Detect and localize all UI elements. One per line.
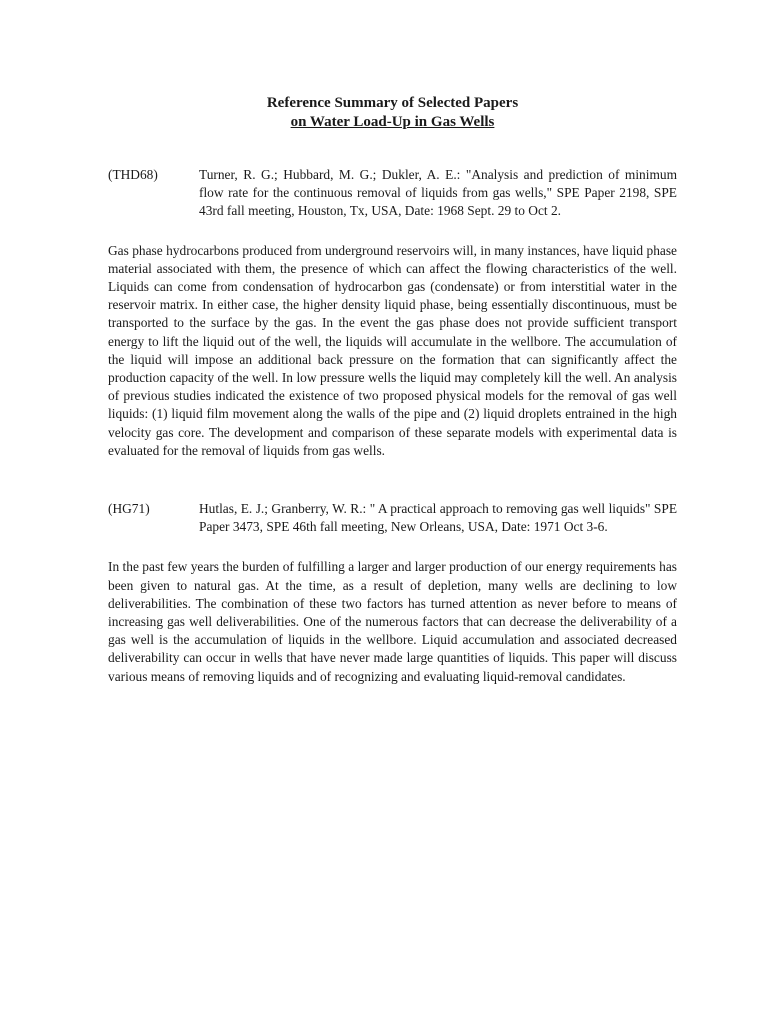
reference-citation: Hutlas, E. J.; Granberry, W. R.: " A practical approach to removing gas well liquids" SPE Paper 3473, SPE 46th fall meeting, New Orleans, USA, Date: 1971 Oct 3-6. <box>199 501 677 535</box>
title-line-2: on Water Load-Up in Gas Wells <box>290 114 495 130</box>
reference-entry <box>108 500 677 536</box>
reference-key: (HG71) <box>108 501 150 517</box>
reference-entry <box>108 166 677 221</box>
reference-abstract: In the past few years the burden of fulfilling a larger and larger production of our energy requirements has been given to natural gas. At the time, as a result of depletion, many wells are declining to low deliverabilities. The combination of these two factors has turned attention as never before to means of increasing gas well deliverabilities. One of the numerous factors that can decrease the deliverability of a gas well is the accumulation of liquids in the wellbore. Liquid accumulation and associated decreased deliverability can occur in wells that have never made large quantities of liquids. This paper will discuss various means of removing liquids and of recognizing and evaluating liquid-removal candidates. <box>108 559 677 684</box>
reference-citation: Turner, R. G.; Hubbard, M. G.; Dukler, A. E.: "Analysis and prediction of minimum flow rate for the continuous removal of liquids from gas wells," SPE Paper 2198, SPE 43rd fall meeting, Houston, Tx, USA, Date: 1968 Sept. 29 to Oct 2. <box>199 167 677 219</box>
document-page <box>108 94 677 686</box>
reference-abstract: Gas phase hydrocarbons produced from underground reservoirs will, in many instances, have liquid phase material associated with them, the presence of which can affect the flowing characteristics of the well. Liquids can come from condensation of hydrocarbon gas (condensate) or from interstitial water in the reservoir matrix. In either case, the higher density liquid phase, being essentially discontinuous, must be transported to the surface by the gas. In the event the gas phase does not provide sufficient transport energy to lift the liquid out of the well, the liquids will accumulate in the wellbore. The accumulation of the liquid will impose an additional back pressure on the formation that can significantly affect the production capacity of the well. In low pressure wells the liquid may completely kill the well. An analysis of previous studies indicated the existence of two proposed physical models for the removal of gas well liquids: (1) liquid film movement along the walls of the pipe and (2) liquid droplets entrained in the high velocity gas core. The development and comparison of these separate models with experimental data is evaluated for the removal of liquids from gas wells. <box>108 242 677 458</box>
title-line-1: Reference Summary of Selected Papers <box>266 95 519 111</box>
document-title <box>108 94 677 132</box>
reference-key: (THD68) <box>108 167 158 182</box>
